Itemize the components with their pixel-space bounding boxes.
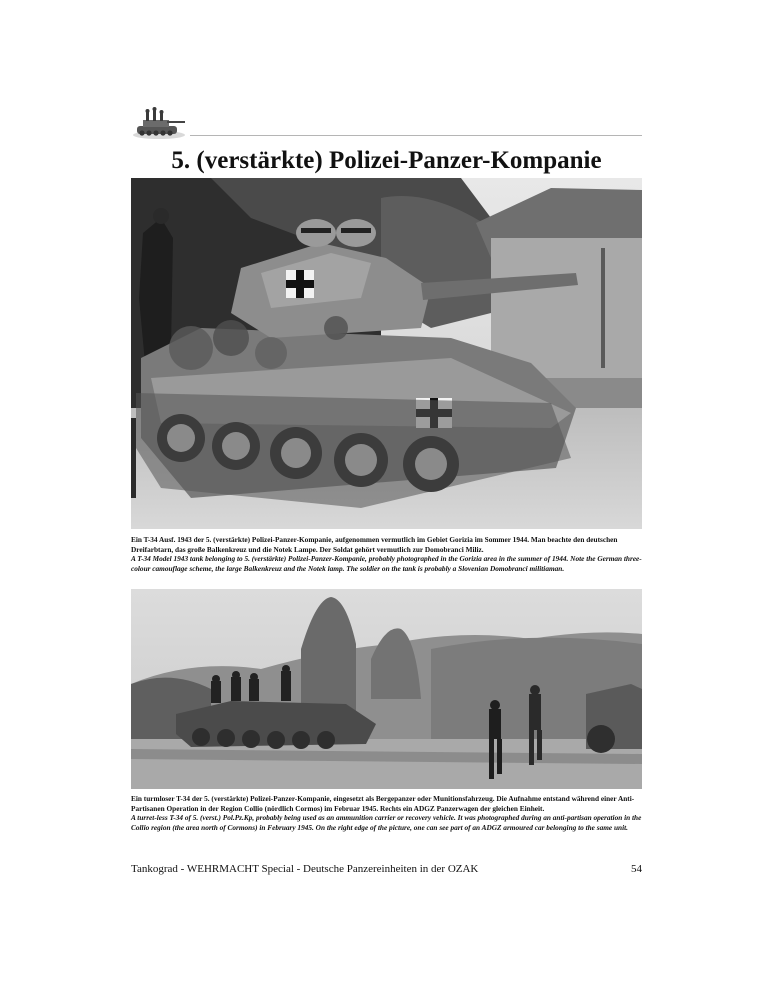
photo-caption-2 xyxy=(131,794,642,832)
caption-english: A turret-less T-34 of 5. (verst.) Pol.Pz.Kp, probably being used as an ammunition carrier or recovery vehicle. It was photographed during an anti-partisan operation in the Collio region (the area north of Cormons) in February 1945. On the right edge of the picture, one can see part of an ADGZ armoured car belonging to the same unit. xyxy=(131,813,642,832)
page-footer xyxy=(131,862,642,878)
page-title: 5. (verstärkte) Polizei-Panzer-Kompanie xyxy=(171,147,602,174)
tank-with-crew-emblem-icon xyxy=(131,106,187,140)
turretless-t34-photo xyxy=(131,589,642,789)
photo-caption-1 xyxy=(131,535,642,573)
caption-german: Ein turmloser T-34 der 5. (verstärkte) Polizei-Panzer-Kompanie, eingesetzt als Bergepanzer oder Munitionsfahrzeug. Die Aufnahme entstand während einer Anti-Partisanen Operation in der Region Collio (nördlich Cormos) im Februar 1945. Rechts ein ADGZ Panzerwagen der gleichen Einheit. xyxy=(131,794,635,813)
footer-publication: Tankograd - WEHRMACHT Special - Deutsche Panzereinheiten in der OZAK xyxy=(131,863,479,875)
t34-tank-photo xyxy=(131,178,642,529)
header-rule xyxy=(190,135,642,136)
page-number: 54 xyxy=(631,863,642,875)
caption-german: Ein T-34 Ausf. 1943 der 5. (verstärkte) Polizei-Panzer-Kompanie, aufgenommen vermutlich im Gebiet Gorizia im Sommer 1944. Man beachte den deutschen Dreifarbtarn, das große Balkenkreuz und die Notek Lampe. Der Soldat gehört vermutlich zur Domobranci Miliz. xyxy=(131,535,618,554)
caption-english: A T-34 Model 1943 tank belonging to 5. (verstärkte) Polizei-Panzer-Kompanie, probably photographed in the Gorizia area in the summer of 1944. Note the German three-colour camouflage scheme, the large Balkenkreuz and the Notek lamp. The soldier on the tank is probably a Slovenian Domobranci militiaman. xyxy=(131,554,642,573)
